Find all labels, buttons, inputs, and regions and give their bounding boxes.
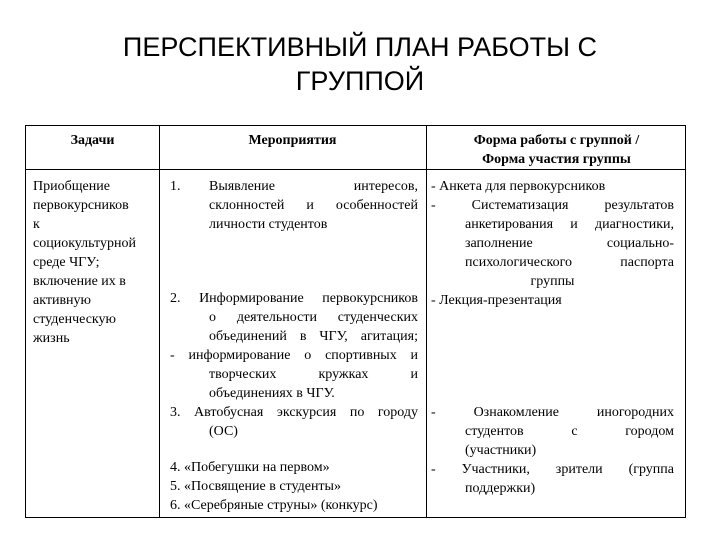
event-line: 5. «Посвящение в студенты»: [170, 479, 341, 494]
event-1-number: 1.: [170, 179, 181, 194]
form-line: анкетирования и диагностики,: [465, 217, 674, 232]
form-line: - Систематизация результатов: [431, 198, 674, 213]
tasks-line: социокультурной: [33, 236, 136, 251]
page-title: [0, 30, 720, 98]
column-divider: [159, 126, 160, 517]
plan-table: [25, 125, 686, 518]
form-line: - Ознакомление иногородних: [431, 405, 674, 420]
form-line: группы: [530, 274, 575, 289]
header-tasks: Задачи: [70, 133, 115, 148]
tasks-line: первокурсников: [33, 198, 129, 213]
form-line: поддержки): [465, 481, 536, 496]
form-line: (участники): [465, 443, 537, 458]
event-line: 2. Информирование первокурсников: [170, 291, 418, 306]
event-line: 6. «Серебряные струны» (конкурс): [170, 498, 378, 513]
tasks-line: к: [33, 217, 40, 232]
header-form-line-1: Форма работы с группой /: [473, 133, 640, 148]
event-line: о деятельности студенческих: [209, 310, 418, 325]
event-line: объединениях в ЧГУ.: [209, 386, 335, 401]
form-line: студентов с городом: [465, 424, 674, 439]
header-divider: [26, 169, 685, 170]
title-line-1: ПЕРСПЕКТИВНЫЙ ПЛАН РАБОТЫ С: [122, 32, 598, 62]
event-line: 4. «Побегушки на первом»: [170, 460, 330, 475]
tasks-line: активную: [33, 293, 92, 308]
tasks-line: жизнь: [33, 331, 70, 346]
event-line: объединений в ЧГУ, агитация;: [209, 329, 418, 344]
tasks-line: среде ЧГУ;: [33, 255, 100, 270]
tasks-line: включение их в: [33, 274, 126, 289]
event-line: - информирование о спортивных и: [170, 348, 418, 363]
title-line-2: ГРУППОЙ: [295, 66, 425, 96]
event-line: личности студентов: [209, 217, 328, 232]
form-line: - Лекция-презентация: [431, 293, 562, 308]
form-line: - Анкета для первокурсников: [431, 179, 606, 194]
header-form-line-2: Форма участия группы: [482, 152, 631, 167]
form-cell: [431, 177, 683, 507]
form-line: психологического паспорта: [465, 255, 674, 270]
tasks-line: Приобщение: [33, 179, 110, 194]
tasks-line: студенческую: [33, 312, 116, 327]
form-line: - Участники, зрители (группа: [431, 462, 674, 477]
event-line: 3. Автобусная экскурсия по городу: [170, 405, 418, 420]
event-line: Выявление интересов,: [209, 179, 418, 194]
event-line: творческих кружках и: [209, 367, 418, 382]
column-divider: [426, 126, 427, 517]
event-line: (ОС): [209, 424, 238, 439]
header-form: [426, 131, 687, 169]
header-events: Мероприятия: [248, 133, 337, 148]
form-line: заполнение социально-: [465, 236, 674, 251]
events-cell: [166, 177, 422, 513]
event-line: склонностей и особенностей: [209, 198, 418, 213]
